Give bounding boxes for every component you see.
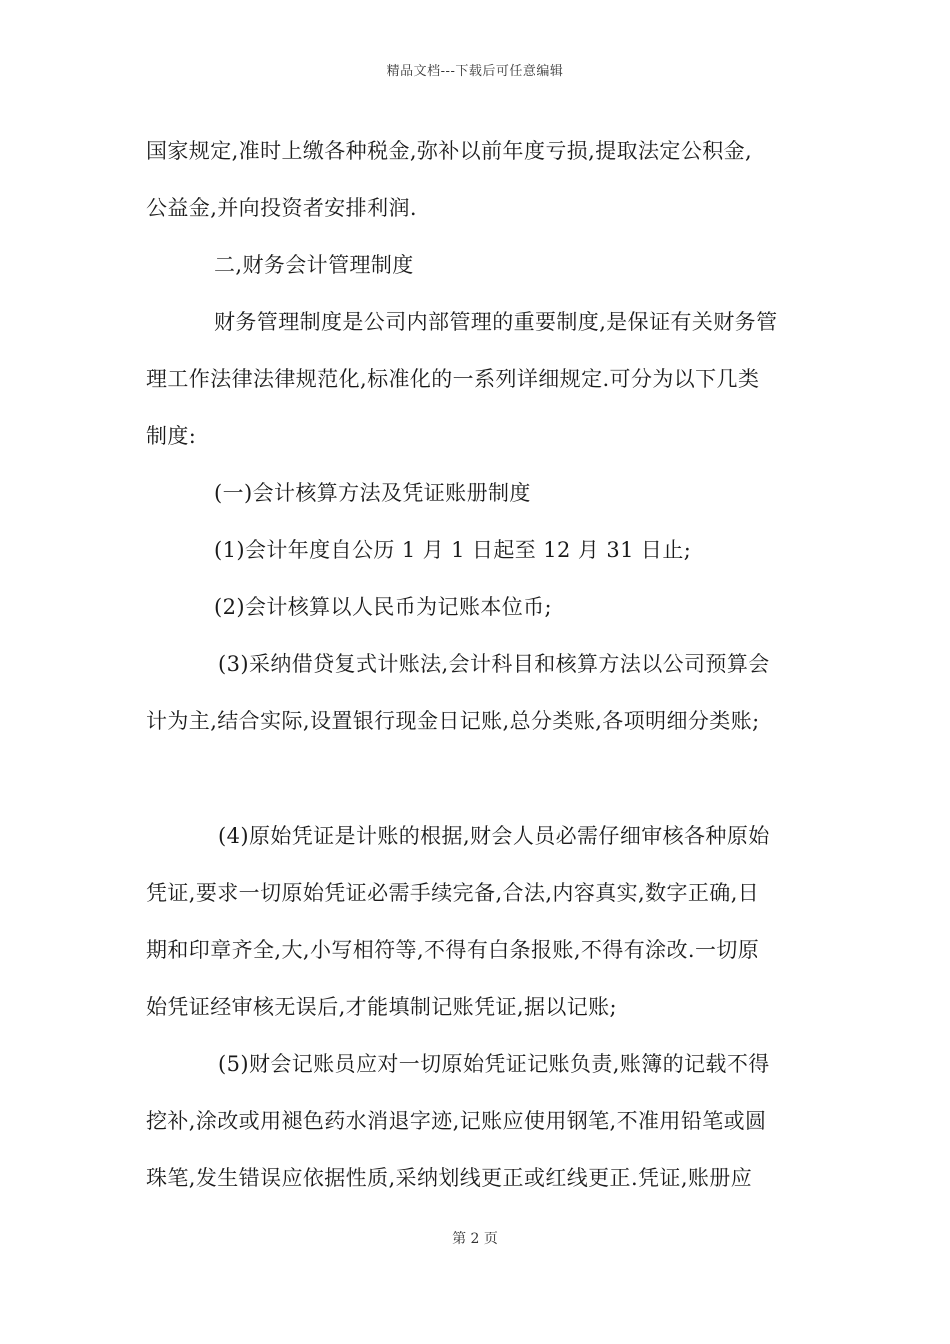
paragraph-line: 计为主,结合实际,设置银行现金日记账,总分类账,各项明细分类账; (146, 709, 760, 733)
page-number: 第 2 页 (452, 1231, 498, 1247)
paragraph-line: 财务管理制度是公司内部管理的重要制度,是保证有关财务管 (214, 310, 778, 334)
page-header: 精品文档---下载后可任意编辑 (386, 64, 564, 79)
list-item: (5)财会记账员应对一切原始凭证记账负责,账簿的记载不得 (218, 1052, 770, 1076)
list-item: (3)采纳借贷复式计账法,会计科目和核算方法以公司预算会 (218, 652, 770, 676)
paragraph-line: 制度: (146, 424, 197, 448)
list-item: (4)原始凭证是计账的根据,财会人员必需仔细审核各种原始 (218, 824, 770, 848)
list-item: (1)会计年度自公历 1 月 1 日起至 12 月 31 日止; (214, 538, 692, 562)
subsection-heading: (一)会计核算方法及凭证账册制度 (214, 481, 531, 505)
section-heading: 二,财务会计管理制度 (214, 253, 414, 277)
document-body (146, 128, 811, 1212)
paragraph-line: 期和印章齐全,大,小写相符等,不得有白条报账,不得有涂改.一切原 (146, 938, 760, 962)
paragraph-line: 挖补,涂改或用褪色药水消退字迹,记账应使用钢笔,不准用铅笔或圆 (146, 1109, 767, 1133)
paragraph-line: 公益金,并向投资者安排利润. (146, 196, 417, 220)
list-item: (2)会计核算以人民币为记账本位币; (214, 595, 553, 619)
paragraph-line: 理工作法律法律规范化,标准化的一系列详细规定.可分为以下几类 (146, 367, 760, 391)
paragraph-line: 凭证,要求一切原始凭证必需手续完备,合法,内容真实,数字正确,日 (146, 881, 760, 905)
blank-gap (146, 755, 811, 813)
paragraph-line: 珠笔,发生错误应依据性质,采纳划线更正或红线更正.凭证,账册应 (146, 1166, 753, 1190)
paragraph-line: 始凭证经审核无误后,才能填制记账凭证,据以记账; (146, 995, 618, 1019)
paragraph-line: 国家规定,准时上缴各种税金,弥补以前年度亏损,提取法定公积金, (146, 139, 753, 163)
